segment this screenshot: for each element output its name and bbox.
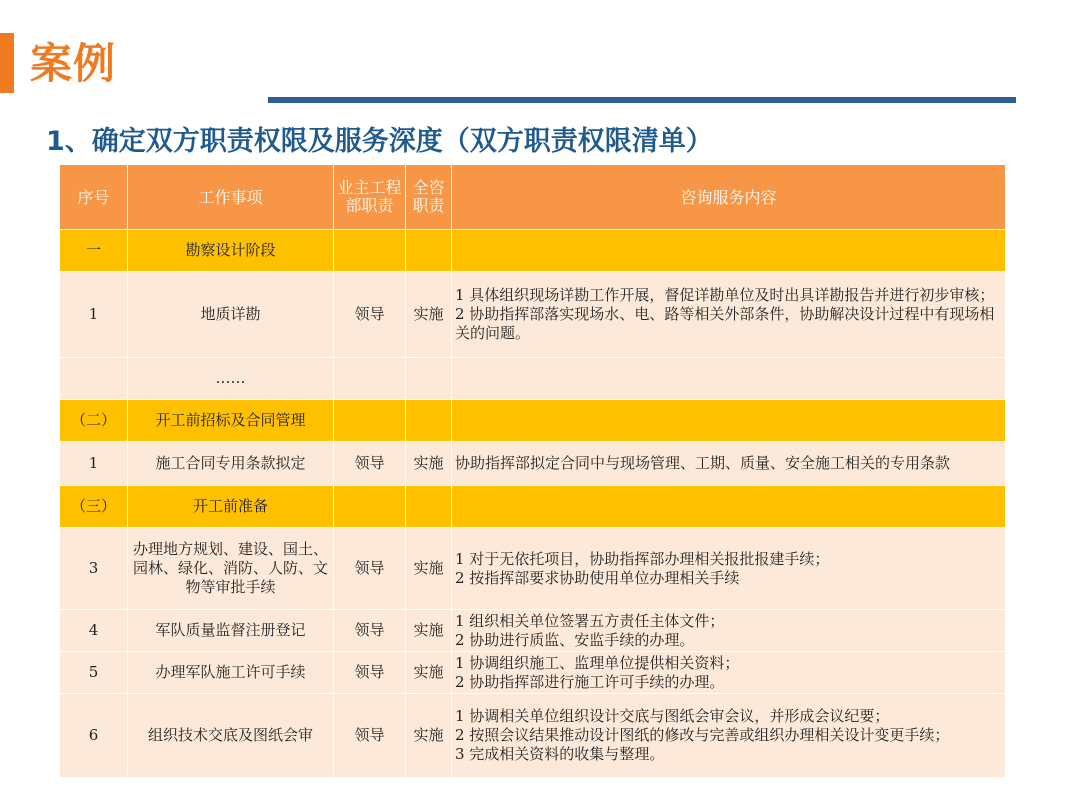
cell-consult bbox=[406, 358, 452, 400]
slide-title: 案例 bbox=[30, 39, 117, 88]
content-line: 1 具体组织现场详勘工作开展，督促详勘单位及时出具详勘报告并进行初步审核； bbox=[455, 286, 995, 304]
title-accent-bar bbox=[0, 33, 14, 93]
content-line: 2 协助指挥部落实现场水、电、路等相关外部条件，协助解决设计过程中有现场相关的问题。 bbox=[455, 305, 995, 342]
cell-content bbox=[452, 528, 1006, 610]
cell-seq: （三） bbox=[60, 486, 128, 528]
content-line: 2 按指挥部要求协助使用单位办理相关手续 bbox=[455, 568, 740, 587]
table-stage-row bbox=[60, 486, 1006, 528]
table-header-row bbox=[60, 165, 1006, 230]
cell-owner: 领导 bbox=[334, 610, 406, 652]
cell-seq: 5 bbox=[60, 652, 128, 694]
table-row bbox=[60, 610, 1006, 652]
cell-content bbox=[452, 694, 1006, 778]
content-line: 3 完成相关资料的收集与整理。 bbox=[455, 745, 665, 763]
table-row bbox=[60, 694, 1006, 778]
cell-owner bbox=[334, 230, 406, 272]
table-stage-row bbox=[60, 400, 1006, 442]
cell-content bbox=[452, 358, 1006, 400]
cell-owner: 领导 bbox=[334, 528, 406, 610]
header-content: 咨询服务内容 bbox=[452, 165, 1006, 230]
cell-item: 办理军队施工许可手续 bbox=[128, 652, 334, 694]
cell-seq: 1 bbox=[60, 272, 128, 358]
cell-consult: 实施 bbox=[406, 694, 452, 778]
cell-owner: 领导 bbox=[334, 272, 406, 358]
content-line: 1 组织相关单位签署五方责任主体文件； bbox=[455, 611, 725, 630]
cell-seq: 3 bbox=[60, 528, 128, 610]
cell-seq: 1 bbox=[60, 442, 128, 486]
table-row bbox=[60, 652, 1006, 694]
cell-consult: 实施 bbox=[406, 528, 452, 610]
table-row bbox=[60, 272, 1006, 358]
title-rule bbox=[268, 97, 1016, 103]
cell-content bbox=[452, 400, 1006, 442]
cell-item: 组织技术交底及图纸会审 bbox=[128, 694, 334, 778]
cell-item: 施工合同专用条款拟定 bbox=[128, 442, 334, 486]
cell-content bbox=[452, 486, 1006, 528]
cell-item: 开工前招标及合同管理 bbox=[128, 400, 334, 442]
cell-seq: 一 bbox=[60, 230, 128, 272]
header-seq: 序号 bbox=[60, 165, 128, 230]
cell-seq: （二） bbox=[60, 400, 128, 442]
content-line: 2 协助指挥部进行施工许可手续的办理。 bbox=[455, 672, 725, 691]
cell-owner: 领导 bbox=[334, 694, 406, 778]
content-line: 2 按照会议结果推动设计图纸的修改与完善或组织办理相关设计变更手续； bbox=[455, 726, 950, 744]
cell-content bbox=[452, 230, 1006, 272]
cell-consult: 实施 bbox=[406, 272, 452, 358]
cell-item: …… bbox=[128, 358, 334, 400]
slide-subtitle: 1、确定双方职责权限及服务深度（双方职责权限清单） bbox=[46, 126, 713, 157]
header-owner: 业主工程部职责 bbox=[334, 165, 406, 230]
cell-item: 开工前准备 bbox=[128, 486, 334, 528]
table-row bbox=[60, 358, 1006, 400]
cell-owner bbox=[334, 486, 406, 528]
cell-consult: 实施 bbox=[406, 610, 452, 652]
cell-content bbox=[452, 610, 1006, 652]
cell-seq: 4 bbox=[60, 610, 128, 652]
cell-consult bbox=[406, 230, 452, 272]
cell-owner bbox=[334, 400, 406, 442]
header-consult: 全咨职责 bbox=[406, 165, 452, 230]
cell-owner bbox=[334, 358, 406, 400]
table-stage-row bbox=[60, 230, 1006, 272]
cell-owner: 领导 bbox=[334, 442, 406, 486]
content-line: 1 协调组织施工、监理单位提供相关资料； bbox=[455, 653, 740, 672]
cell-owner: 领导 bbox=[334, 652, 406, 694]
cell-item: 地质详勘 bbox=[128, 272, 334, 358]
cell-consult: 实施 bbox=[406, 652, 452, 694]
header-item: 工作事项 bbox=[128, 165, 334, 230]
responsibility-table bbox=[59, 164, 1006, 778]
table-row bbox=[60, 442, 1006, 486]
cell-content bbox=[452, 272, 1006, 358]
cell-consult: 实施 bbox=[406, 442, 452, 486]
content-line: 协助指挥部拟定合同中与现场管理、工期、质量、安全施工相关的专用条款 bbox=[455, 454, 951, 472]
table-row bbox=[60, 528, 1006, 610]
cell-item: 军队质量监督注册登记 bbox=[128, 610, 334, 652]
cell-content bbox=[452, 442, 1006, 486]
cell-content bbox=[452, 652, 1006, 694]
cell-item: 勘察设计阶段 bbox=[128, 230, 334, 272]
cell-consult bbox=[406, 486, 452, 528]
content-line: 1 协调相关单位组织设计交底与图纸会审会议，并形成会议纪要； bbox=[455, 707, 890, 725]
cell-consult bbox=[406, 400, 452, 442]
cell-seq: 6 bbox=[60, 694, 128, 778]
cell-item: 办理地方规划、建设、国土、园林、绿化、消防、人防、文物等审批手续 bbox=[128, 528, 334, 610]
content-line: 2 协助进行质监、安监手续的办理。 bbox=[455, 630, 695, 649]
cell-seq bbox=[60, 358, 128, 400]
content-line: 1 对于无依托项目，协助指挥部办理相关报批报建手续； bbox=[455, 549, 830, 568]
table-body bbox=[60, 230, 1006, 778]
